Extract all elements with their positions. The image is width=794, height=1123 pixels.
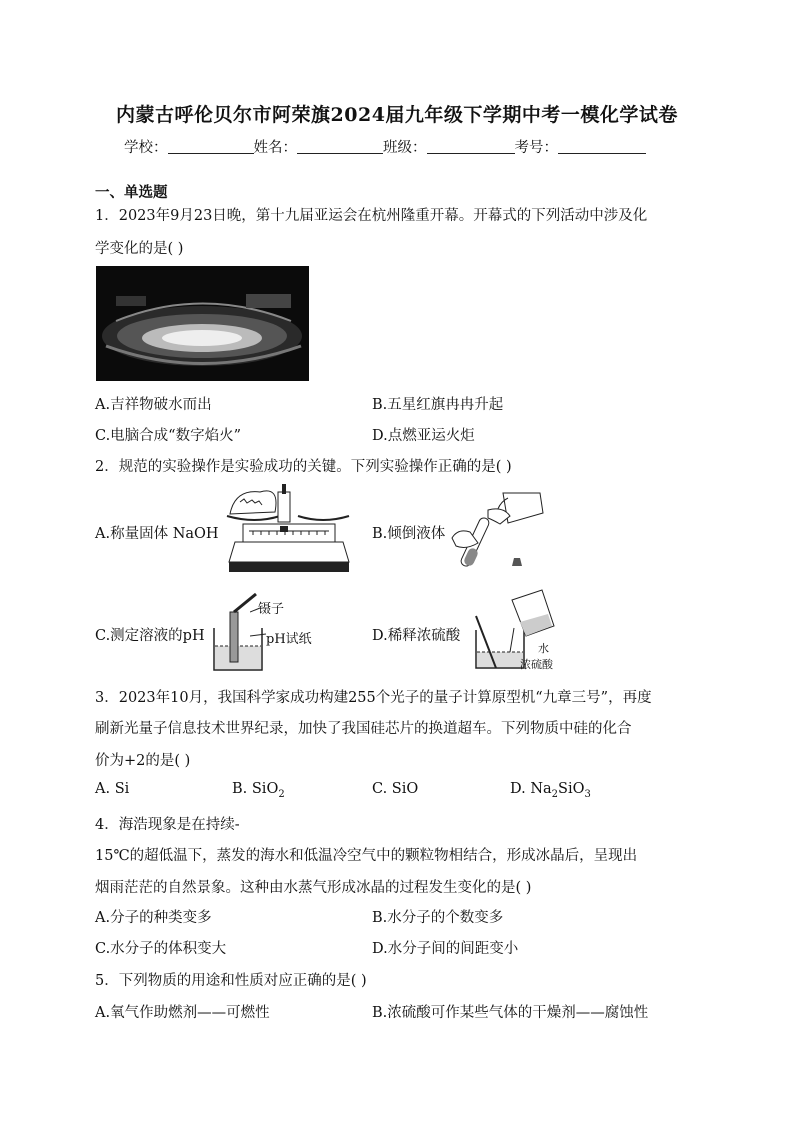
- school-blank: [168, 139, 254, 154]
- q4-stem-line1: 4．海浩现象是在持续-: [95, 817, 240, 833]
- q3-stem-line3: 价为+2的是( ): [95, 753, 191, 769]
- q1-option-c: C.电脑合成“数字焰火”: [95, 428, 242, 444]
- q4-stem-line3: 烟雨茫茫的自然景象。这种由水蒸气形成冰晶的过程发生变化的是( ): [95, 880, 532, 896]
- exam-no-blank: [558, 139, 646, 154]
- q4-option-a: A.分子的种类变多: [95, 910, 212, 926]
- balance-scale-figure: [225, 484, 353, 576]
- student-info-line: [124, 136, 646, 157]
- q3-stem-line2: 刷新光量子信息技术世界纪录，加快了我国硅芯片的换道超车。下列物质中硅的化合: [95, 721, 632, 737]
- q4-option-c: C.水分子的体积变大: [95, 941, 227, 957]
- q3-option-b: B. SiO$_2$: [232, 781, 285, 800]
- q2-option-b: B.倾倒液体: [372, 526, 446, 542]
- q2-stem: 2．规范的实验操作是实验成功的关键。下列实验操作正确的是( ): [95, 459, 512, 475]
- class-blank: [427, 139, 515, 154]
- q3-option-d: D. $Na_2SiO_3$: [510, 781, 591, 800]
- ph-paper-label: pH试纸: [266, 632, 312, 647]
- label-leader-lines: [250, 600, 272, 640]
- q5-option-a: A.氧气作助燃剂——可燃性: [95, 1005, 270, 1021]
- school-label: 学校：: [124, 140, 168, 156]
- q5-stem: 5．下列物质的用途和性质对应正确的是( ): [95, 973, 367, 989]
- q1-option-d: D.点燃亚运火炬: [372, 428, 475, 444]
- name-label: 姓名：: [253, 140, 297, 156]
- q1-option-b: B.五星红旗冉冉升起: [372, 397, 504, 413]
- q4-stem-line2: 15℃的超低温下，蒸发的海水和低温冷空气中的颗粒物相结合，形成冰晶后，呈现出: [95, 848, 638, 864]
- q4-option-b: B.水分子的个数变多: [372, 910, 504, 926]
- q2-option-a: A.称量固体 NaOH: [95, 526, 219, 542]
- q3-option-a: A. Si: [95, 781, 130, 797]
- conc-acid-label: 浓硫酸: [520, 658, 553, 671]
- q5-option-b: B.浓硫酸可作某些气体的干燥剂——腐蚀性: [372, 1005, 649, 1021]
- name-blank: [297, 139, 383, 154]
- q1-stem-line1: 1．2023年9月23日晚，第十九届亚运会在杭州隆重开幕。开幕式的下列活动中涉及化: [95, 208, 648, 224]
- pouring-liquid-figure: [448, 488, 548, 578]
- q2-option-d: D.稀释浓硫酸: [372, 628, 461, 644]
- q3-option-c: C. SiO: [372, 781, 419, 797]
- q1-option-a: A.吉祥物破水而出: [95, 397, 212, 413]
- q4-option-d: D.水分子间的间距变小: [372, 941, 519, 957]
- q3-stem-line1: 3．2023年10月，我国科学家成功构建255个光子的量子计算原型机“九章三号”，再度: [95, 690, 652, 706]
- water-label: 水: [538, 642, 549, 655]
- exam-no-label: 考号：: [514, 140, 558, 156]
- section-heading: 一、单选题: [95, 184, 168, 201]
- q2-option-c: C.测定溶液的pH: [95, 628, 205, 644]
- tweezers-label: 镊子: [258, 602, 285, 617]
- q1-stem-line2: 学变化的是( ): [95, 241, 184, 257]
- class-label: 班级：: [383, 140, 427, 156]
- exam-title: 内蒙古呼伦贝尔市阿荣旗2024届九年级下学期中考一模化学试卷: [116, 104, 678, 126]
- opening-ceremony-photo: [96, 266, 309, 381]
